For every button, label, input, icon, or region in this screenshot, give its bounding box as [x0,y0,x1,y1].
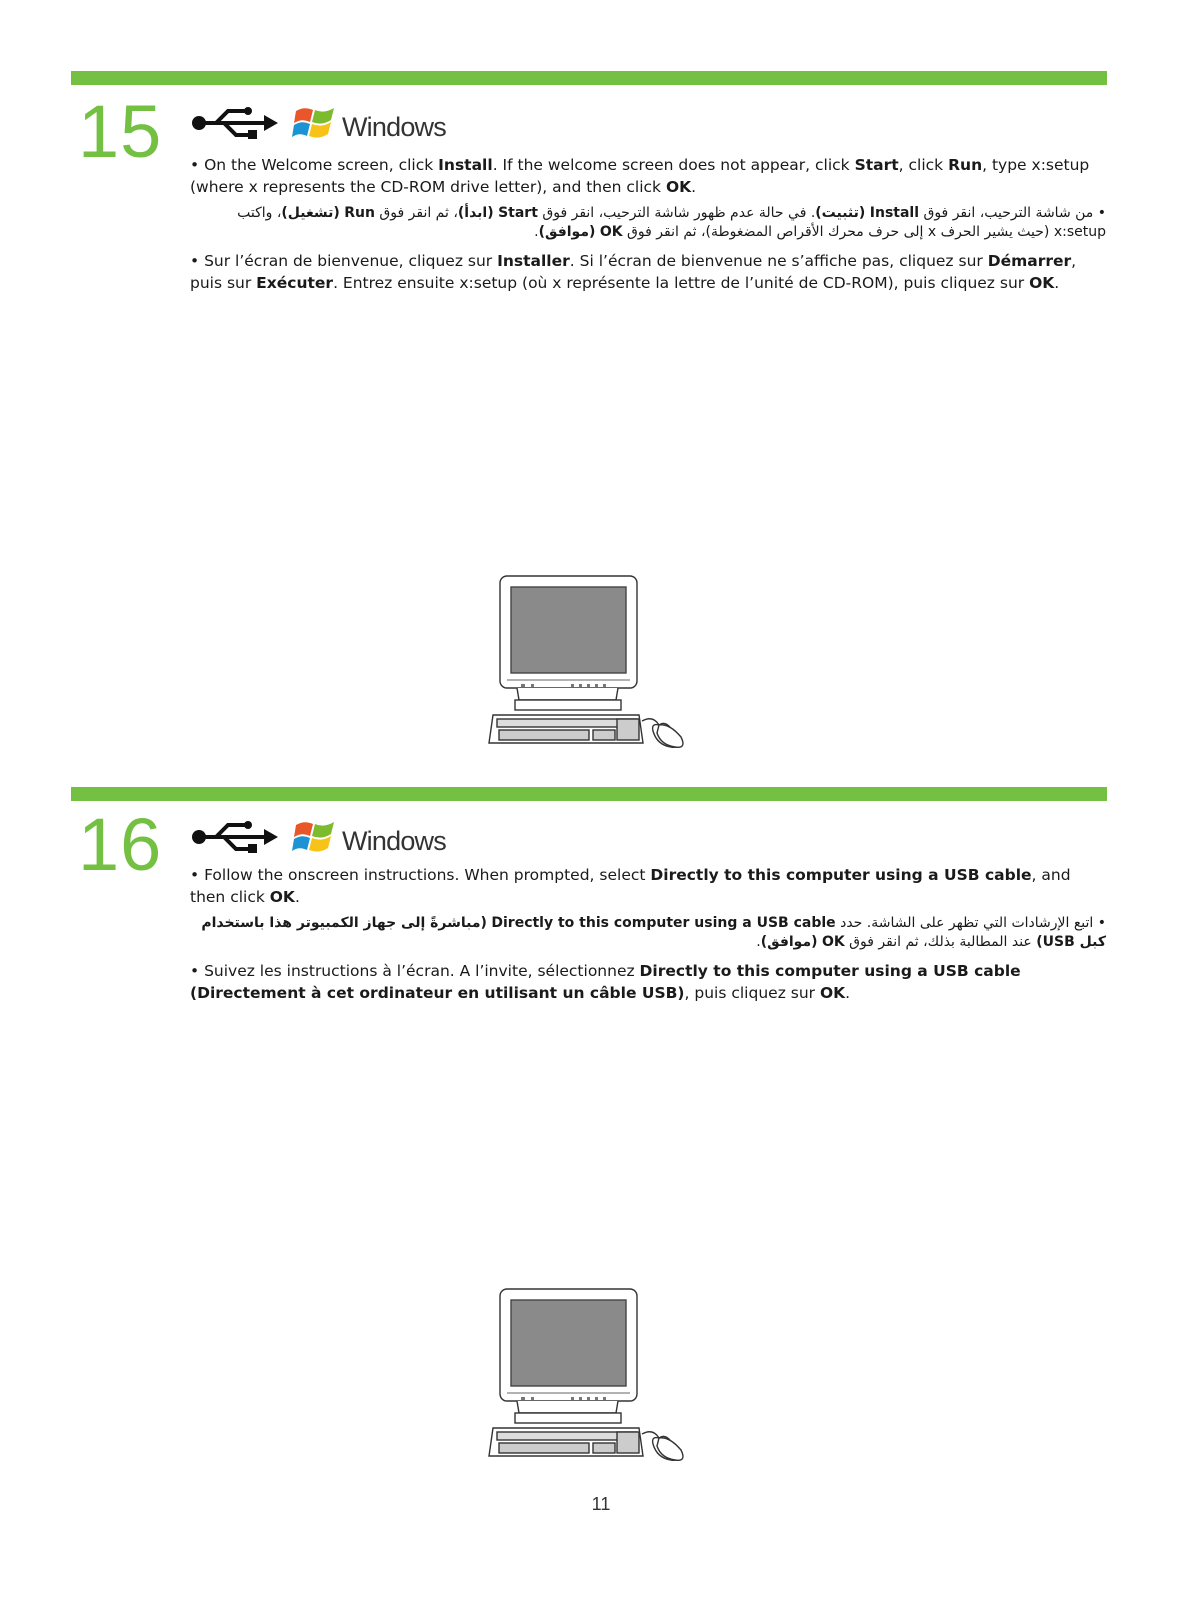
bold-term: OK [821,934,845,950]
bold-term: Start [498,205,538,221]
section-divider-bar [71,787,1107,801]
bold-term: Directly to this computer using a USB cable (Directement à cet ordinateur en utilisant un câble USB) [190,962,1021,1002]
instruction-en [190,154,1106,198]
bold-term: (ابدأ) [457,205,494,221]
bold-term: (مباشرةً إلى جهاز الكمبيوتر هذا باستخدام كبل USB) [201,915,1106,950]
text-run: , puis sur [190,252,1077,292]
bold-term: Directly to this computer using a USB cable [491,915,836,931]
text-run: • Sur l’écran de bienvenue, cliquez sur [190,252,498,270]
windows-flag-icon [292,103,338,143]
page-number: 11 [591,1494,611,1514]
bold-term: (موافق) [538,224,596,240]
text-run: • Suivez les instructions à l’écran. A l’invite, sélectionnez [190,962,640,980]
step-16-text [190,864,1106,1004]
usb-icon [190,819,282,855]
step-number: 16 [78,803,163,886]
bold-term: Directly to this computer using a USB cable [650,866,1032,884]
bold-term: Start [854,156,899,174]
bold-term: Installer [497,252,570,270]
bold-term: OK [599,224,623,240]
windows-label: Windows [342,111,446,142]
bold-term: (تثبيت) [815,205,866,221]
bold-term: OK [665,178,692,196]
connection-icons [190,812,446,862]
text-run: . Entrez ensuite x:setup (où x représente la lettre de l’unité de CD-ROM), puis cliquez sur [333,274,1030,292]
text-run: . If the welcome screen does not appear, click [492,156,855,174]
text-run: , and then click [190,866,1071,906]
connection-icons [190,98,446,148]
bold-term: Exécuter [256,274,334,292]
bold-term: Run [948,156,983,174]
windows-logo [292,817,446,857]
text-run: . Si l’écran de bienvenue ne s’affiche pas, cliquez sur [569,252,988,270]
bold-term: OK [819,984,846,1002]
usb-icon [190,105,282,141]
instruction-ar [190,204,1106,242]
text-run: . [534,224,539,240]
text-run: • اتبع الإرشادات التي تظهر على الشاشة. حدد [835,915,1106,931]
bold-term: OK [1029,274,1055,292]
text-run: . في حالة عدم ظهور شاشة الترحيب، انقر فوق [537,205,816,221]
computer-illustration [487,573,691,749]
step-number: 15 [78,90,163,173]
bold-term: OK [269,888,295,906]
text-run: عند المطالبة بذلك، ثم انقر فوق [844,934,1037,950]
bold-term: Install [869,205,920,221]
instruction-fr [190,250,1106,294]
text-run: , type x:setup (where x represents the CD-ROM drive letter), and then click [190,156,1090,196]
text-run: , click [898,156,949,174]
text-run: . [691,178,697,196]
instruction-fr [190,960,1106,1004]
instruction-ar [190,914,1106,952]
windows-label: Windows [342,825,446,856]
bold-term: Install [438,156,493,174]
text-run: • Follow the onscreen instructions. When prompted, select [190,866,651,884]
step-15-text [190,154,1106,294]
text-run: . [756,934,761,950]
windows-flag-icon [292,817,338,857]
section-divider-bar [71,71,1107,85]
bold-term: (موافق) [760,934,818,950]
text-run: , puis cliquez sur [684,984,820,1002]
instruction-en [190,864,1106,908]
bold-term: (تشغيل) [281,205,340,221]
text-run: . [845,984,851,1002]
bold-term: Run [344,205,375,221]
text-run: ، ثم انقر فوق [374,205,458,221]
bold-term: Démarrer [987,252,1072,270]
windows-logo [292,103,446,143]
text-run: • On the Welcome screen, click [190,156,439,174]
text-run: . [1054,274,1060,292]
computer-illustration [487,1286,691,1462]
text-run: . [294,888,300,906]
text-run: ، واكتب x:setup (حيث يشير الحرف x إلى حرف محرك الأقراص المضغوطة)، ثم انقر فوق [237,205,1106,240]
text-run: • من شاشة الترحيب، انقر فوق [919,205,1106,221]
